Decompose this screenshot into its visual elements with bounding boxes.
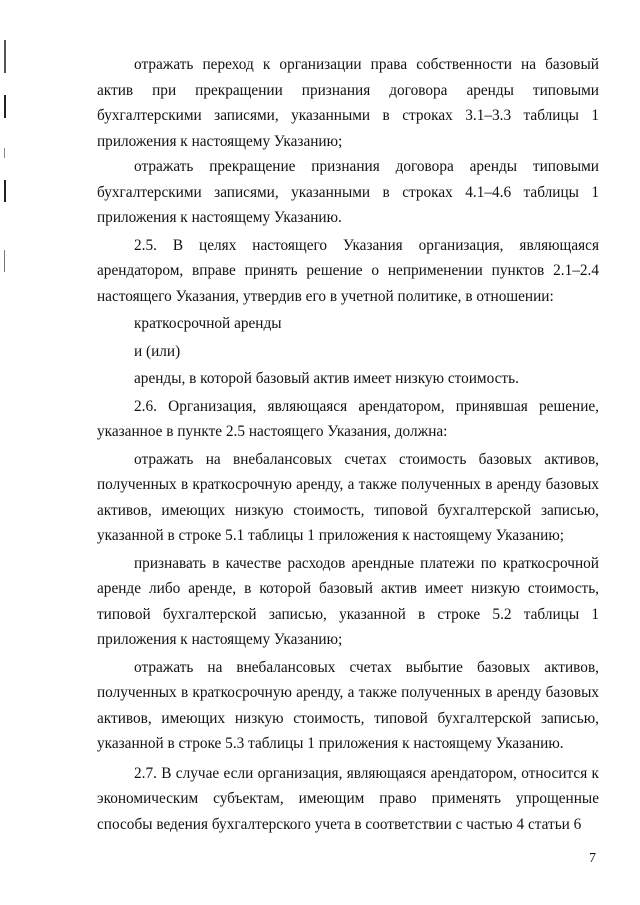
list-item-and-or: и (или) bbox=[134, 342, 181, 360]
paragraph-ownership-transfer: отражать переход к организации права собственности на базовый актив при прекращении признания договора аренды типовыми бухгалтерскими записями, указанными в строках 3.1–3.3 таблицы 1 приложения к настоящему Указанию; bbox=[97, 56, 599, 150]
document-body bbox=[97, 52, 599, 837]
list-item-short-term-lease: краткосрочной аренды bbox=[134, 315, 282, 332]
scan-margin-mark bbox=[4, 148, 5, 158]
paragraph-2-7: 2.7. В случае если организация, являющаяся арендатором, относится к экономическим субъектам, имеющим право применять упрощенные способы ведения бухгалтерского учета в соответствии с частью 4 статьи 6 bbox=[97, 764, 599, 833]
scan-margin-mark bbox=[4, 40, 6, 73]
scan-margin-mark bbox=[4, 250, 5, 272]
paragraph-derecognition: отражать прекращение признания договора аренды типовыми бухгалтерскими записями, указанными в строках 4.1–4.6 таблицы 1 приложения к настоящему Указанию. bbox=[97, 158, 599, 226]
list-item-low-value-lease: аренды, в которой базовый актив имеет низкую стоимость. bbox=[134, 370, 519, 387]
paragraph-2-6: 2.6. Организация, являющаяся арендатором, принявшая решение, указанное в пункте 2.5 настоящего Указания, должна: bbox=[97, 397, 599, 440]
paragraph-2-5: 2.5. В целях настоящего Указания организация, являющаяся арендатором, вправе принять решение о неприменении пунктов 2.1–2.4 настоящего Указания, утвердив его в учетной политике, в отношении: bbox=[97, 236, 599, 305]
scan-margin-mark bbox=[4, 180, 6, 202]
page-number: 7 bbox=[589, 851, 596, 866]
paragraph-off-balance-disposal: отражать на внебалансовых счетах выбытие базовых активов, полученных в краткосрочную аренду, а также полученных в аренду базовых активов, имеющих низкую стоимость, типовой бухгалтерской записью, указанной в строке 5.3 таблицы 1 приложения к настоящему Указанию. bbox=[97, 658, 599, 752]
paragraph-expense-recognition: признавать в качестве расходов арендные платежи по краткосрочной аренде либо аренде, в которой базовый актив имеет низкую стоимость, типовой бухгалтерской записью, указанной в строке 5.2 таблицы 1 приложения к настоящему Указанию; bbox=[97, 554, 599, 648]
paragraph-off-balance-recognition: отражать на внебалансовых счетах стоимость базовых активов, полученных в краткосрочную аренду, а также полученных в аренду базовых активов, имеющих низкую стоимость, типовой бухгалтерской записью, указанной в строке 5.1 таблицы 1 приложения к настоящему Указанию; bbox=[97, 450, 599, 544]
scan-margin-mark bbox=[4, 95, 6, 118]
